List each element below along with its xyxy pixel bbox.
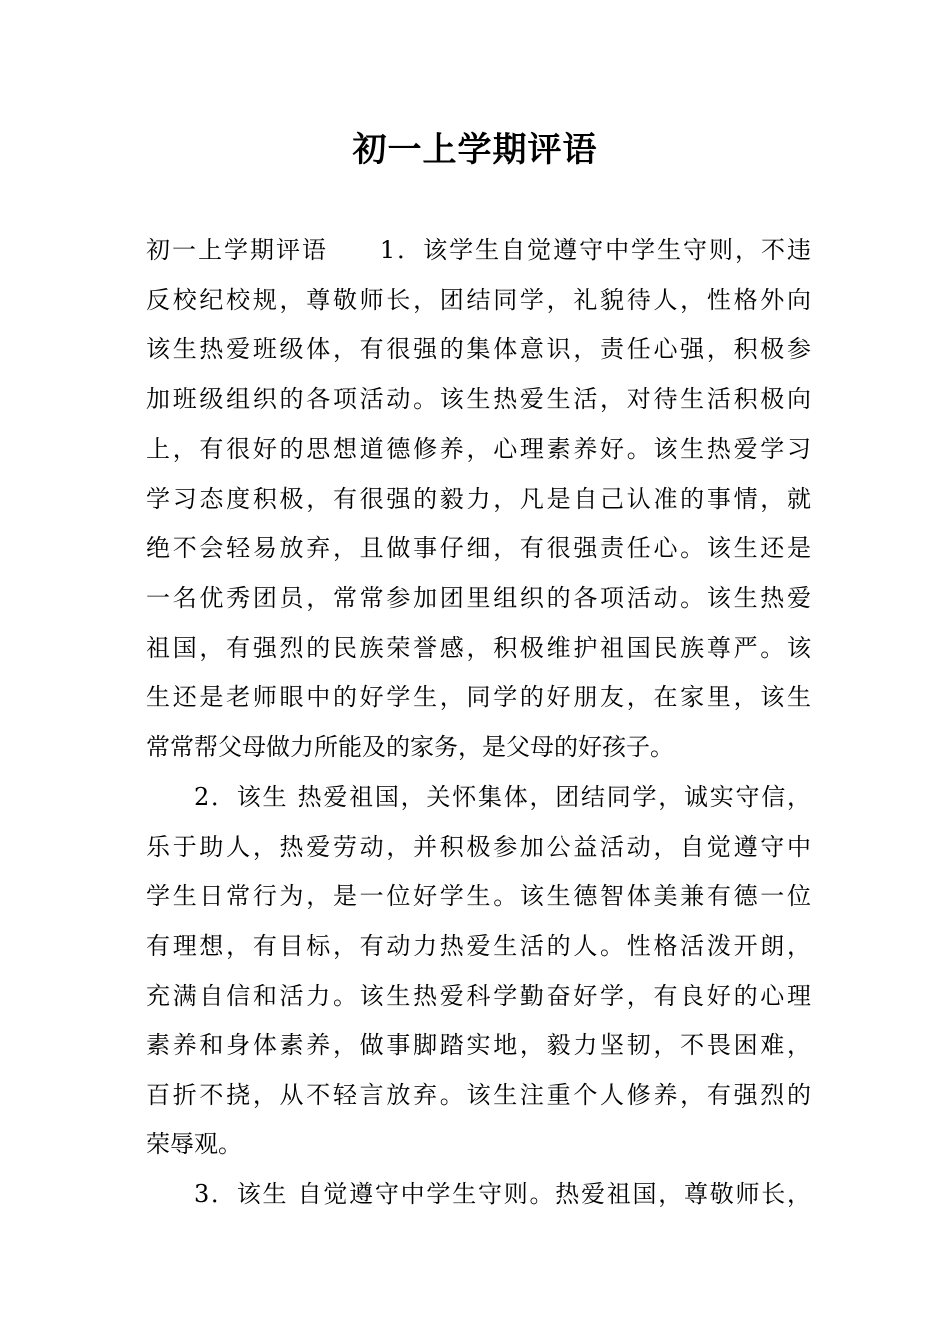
body-line-5: 上，有很好的思想道德修养，心理素养好。该生热爱学习 xyxy=(146,435,811,463)
body-line-8: 一名优秀团员，常常参加团里组织的各项活动。该生热爱 xyxy=(146,584,811,612)
body-line-17: 素养和身体素养，做事脚踏实地，毅力坚韧，不畏困难， xyxy=(146,1031,811,1059)
body-line-7: 绝不会轻易放弃，且做事仔细，有很强责任心。该生还是 xyxy=(146,534,811,562)
document-title: 初一上学期评语 xyxy=(352,130,598,170)
body-line-20: 3．该生 自觉遵守中学生守则。热爱祖国，尊敬师长， xyxy=(194,1180,811,1208)
body-line-4: 加班级组织的各项活动。该生热爱生活，对待生活积极向 xyxy=(146,385,811,413)
body-line-11: 常常帮父母做力所能及的家务，是父母的好孩子。 xyxy=(146,733,674,761)
body-line-14: 学生日常行为，是一位好学生。该生德智体美兼有德一位 xyxy=(146,882,811,910)
body-line-10: 生还是老师眼中的好学生，同学的好朋友，在家里，该生 xyxy=(146,683,811,711)
body-line-12: 2．该生 热爱祖国，关怀集体，团结同学，诚实守信， xyxy=(194,783,811,811)
body-line-16: 充满自信和活力。该生热爱科学勤奋好学，有良好的心理 xyxy=(146,982,811,1010)
body-line-15: 有理想，有目标，有动力热爱生活的人。性格活泼开朗， xyxy=(146,932,811,960)
body-line-3: 该生热爱班级体，有很强的集体意识，责任心强，积极参 xyxy=(146,335,811,363)
body-line-18: 百折不挠，从不轻言放弃。该生注重个人修养，有强烈的 xyxy=(146,1081,811,1109)
body-line-6: 学习态度积极，有很强的毅力，凡是自己认准的事情，就 xyxy=(146,485,811,513)
body-line-13: 乐于助人，热爱劳动，并积极参加公益活动，自觉遵守中 xyxy=(146,833,811,861)
body-line-19: 荣辱观。 xyxy=(146,1130,242,1158)
body-line-1: 初一上学期评语 1．该学生自觉遵守中学生守则，不违 xyxy=(146,236,811,264)
body-line-2: 反校纪校规，尊敬师长，团结同学，礼貌待人，性格外向 xyxy=(146,286,811,314)
body-line-9: 祖国，有强烈的民族荣誉感，积极维护祖国民族尊严。该 xyxy=(146,634,811,662)
